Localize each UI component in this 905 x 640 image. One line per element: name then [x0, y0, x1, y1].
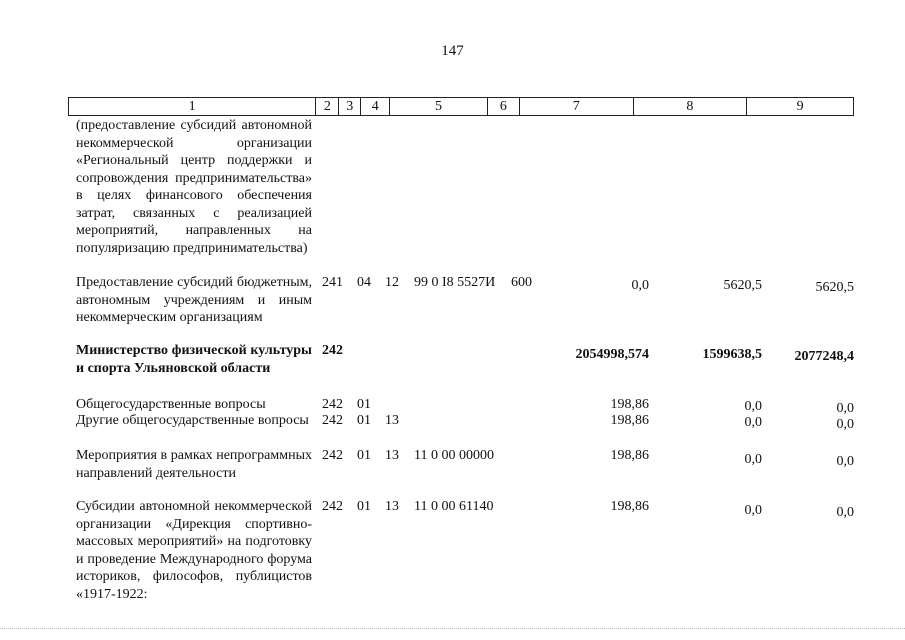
row-amount-9: 0,0: [836, 454, 854, 469]
row-target-article: 11 0 00 00000: [414, 448, 494, 463]
row-amount-9: 0,0: [836, 417, 854, 432]
row-description: Предоставление субсидий бюджетным, автономным учреждениям и иным некоммерческим организациям: [76, 275, 312, 325]
row-grbs: 242: [322, 413, 343, 428]
row-description: Субсидии автономной некоммерческой организации «Дирекция спортивно-массовых мероприятий» на подготовку и проведение Международного форума историков, философов, публицистов «1917-1922:: [76, 499, 312, 602]
row-description: Мероприятия в рамках непрограммных направлений деятельности: [76, 448, 312, 481]
row-description: Другие общегосударственные вопросы: [76, 413, 309, 428]
row-subsection: 13: [385, 413, 399, 428]
row-grbs: 242: [322, 499, 343, 514]
header-col-1: 1: [69, 98, 316, 115]
row-amount-7: 198,86: [610, 413, 649, 428]
header-col-9: 9: [796, 99, 804, 114]
row-description: Общегосударственные вопросы: [76, 397, 266, 412]
row-amount-7: 198,86: [610, 448, 649, 463]
row-subsection: 13: [385, 499, 399, 514]
row-amount-7: 198,86: [610, 397, 649, 412]
row-expense-type: 600: [511, 275, 532, 290]
row-grbs: 242: [322, 343, 343, 358]
row-grbs: 242: [322, 397, 343, 412]
row-section: 01: [357, 499, 371, 514]
row-amount-7: 2054998,574: [575, 347, 649, 362]
row-target-article: 99 0 I8 5527И: [414, 275, 496, 290]
row-description: Министерство физической культуры и спорта Ульяновской области: [76, 343, 312, 376]
header-col-3: 3: [339, 98, 361, 115]
row-target-article: 11 0 00 61140: [414, 499, 494, 514]
row-section: 01: [357, 413, 371, 428]
header-col-2: 2: [316, 98, 339, 115]
row-amount-9: 2077248,4: [794, 349, 854, 364]
row-amount-9: 0,0: [836, 401, 854, 416]
header-col-8: 8: [634, 98, 748, 115]
row-amount-9: 5620,5: [815, 280, 854, 295]
row-amount-8: 0,0: [744, 452, 762, 467]
header-col-5: 5: [390, 98, 488, 115]
row-amount-8: 1599638,5: [702, 347, 762, 362]
row-grbs: 242: [322, 448, 343, 463]
row-subsection: 13: [385, 448, 399, 463]
row-amount-9: 0,0: [836, 505, 854, 520]
row-section: 01: [357, 448, 371, 463]
header-col-6: 6: [488, 98, 520, 115]
table-header: [68, 97, 854, 116]
row-amount-8: 5620,5: [723, 278, 762, 293]
row-subsection: 12: [385, 275, 399, 290]
row-amount-8: 0,0: [744, 503, 762, 518]
header-col-7: 7: [520, 98, 634, 115]
row-amount-7: 198,86: [610, 499, 649, 514]
row-section: 04: [357, 275, 371, 290]
scan-edge-noise: [0, 628, 905, 630]
row-description: (предоставление субсидий автономной некоммерческой организации «Региональный центр поддержки и сопровождения предпринимательства» в целях финансового обеспечения затрат, связанных с реализацией мероприятий, направленных на популяризацию предпринимательства): [76, 118, 312, 256]
row-amount-8: 0,0: [744, 415, 762, 430]
row-amount-8: 0,0: [744, 399, 762, 414]
row-section: 01: [357, 397, 371, 412]
header-col-4: 4: [361, 98, 390, 115]
row-amount-7: 0,0: [631, 278, 649, 293]
page-number: 147: [441, 43, 464, 59]
row-grbs: 241: [322, 275, 343, 290]
